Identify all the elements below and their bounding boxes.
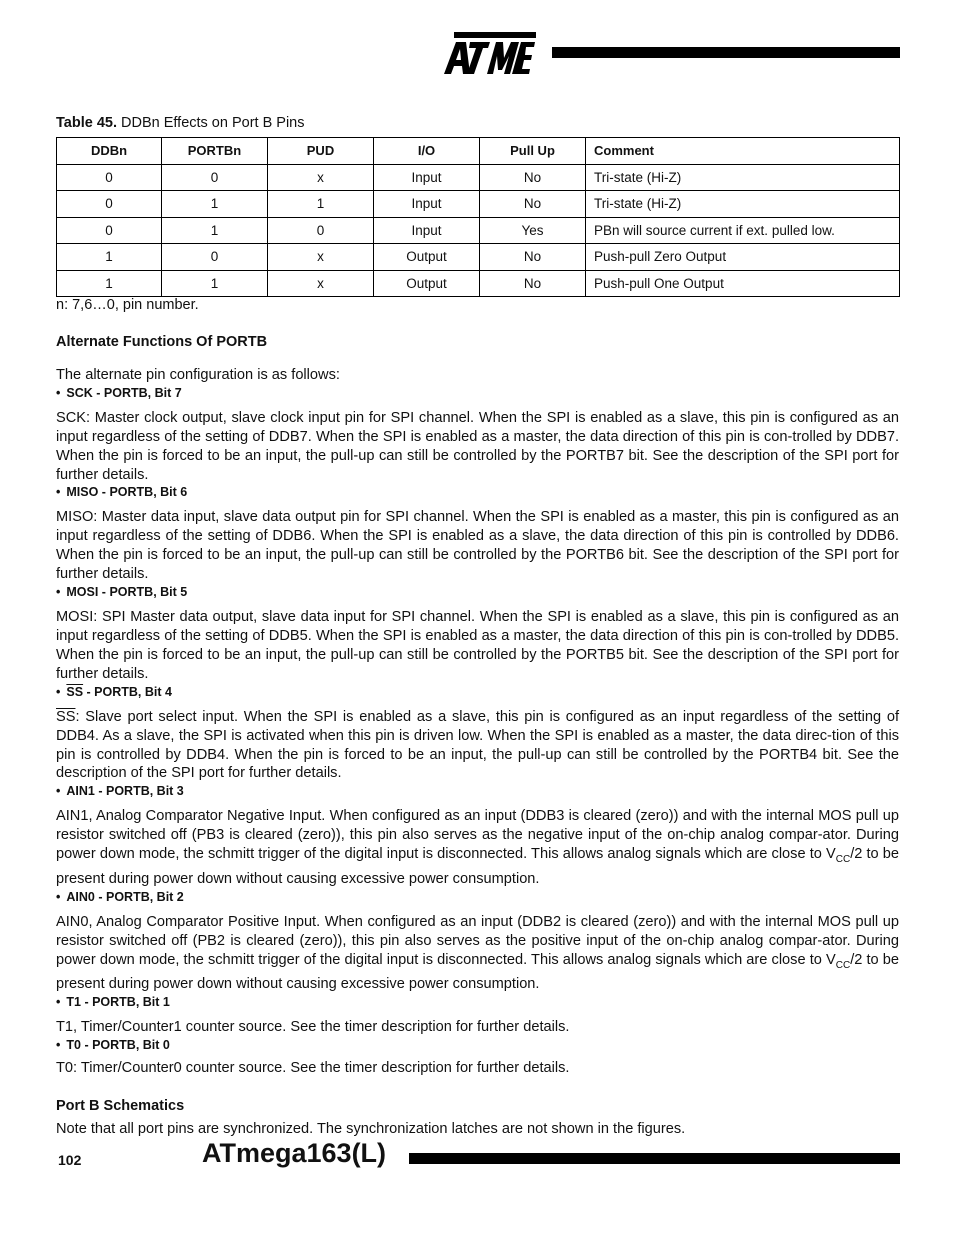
table-cell: 0 <box>57 217 162 244</box>
bullet-title: AIN1 - PORTB, Bit 3 <box>66 784 184 799</box>
table-caption-label: Table 45. <box>56 115 117 131</box>
paragraph-schematics: Note that all port pins are synchronized. The synchronization latches are not shown in the figures. <box>56 1121 686 1138</box>
paragraph-mosi: MOSI: SPI Master data output, slave data input for SPI channel. When the SPI is enabled as a slave, this pin is configured as an input regardless of the setting of DDB5. When the SPI is enabled as a master, the data direction of this pin is con-trolled by DDB5. When the pin is forced to be an input, the pull-up can still be controlled by the PORTB5 bit. See the description of the SPI port for further details. <box>56 609 899 682</box>
table-cell: 0 <box>57 191 162 218</box>
table-cell: 0 <box>162 244 268 271</box>
table-caption <box>56 115 305 131</box>
intro-paragraph: The alternate pin configuration is as follows: <box>56 366 340 383</box>
paragraph-t0: T0: Timer/Counter0 counter source. See the timer description for further details. <box>56 1060 570 1077</box>
table-note: n: 7,6…0, pin number. <box>56 297 199 313</box>
table-cell: PBn will source current if ext. pulled low. <box>586 217 900 244</box>
header-rule <box>552 47 900 58</box>
bullet-icon: • <box>56 684 61 699</box>
table-cell: Push-pull Zero Output <box>586 244 900 271</box>
paragraph-t1: T1, Timer/Counter1 counter source. See the timer description for further details. <box>56 1019 570 1036</box>
bullet-ss <box>56 685 899 700</box>
vcc-subscript: CC <box>835 959 851 971</box>
table-cell: 1 <box>162 217 268 244</box>
table-cell: 0 <box>268 217 374 244</box>
table-header-row <box>57 138 900 165</box>
paragraph-ain0 <box>56 913 899 995</box>
section-heading-alternate-functions: Alternate Functions Of PORTB <box>56 334 268 350</box>
bullet-icon: • <box>56 995 61 1010</box>
table-cell: 1 <box>268 191 374 218</box>
atmel-logo <box>440 30 538 76</box>
bullet-ain0 <box>56 890 899 905</box>
table-cell: Tri-state (Hi-Z) <box>586 191 900 218</box>
table-cell: Tri-state (Hi-Z) <box>586 164 900 191</box>
table-row <box>57 244 900 271</box>
table-cell: 1 <box>57 270 162 297</box>
col-header-portbn: PORTBn <box>162 138 268 165</box>
bullet-icon: • <box>56 1038 61 1053</box>
table-cell: No <box>480 270 586 297</box>
ddbn-table <box>56 137 900 297</box>
bullet-title: MISO - PORTB, Bit 6 <box>66 485 188 500</box>
col-header-pullup: Pull Up <box>480 138 586 165</box>
table-cell: Input <box>374 191 480 218</box>
paragraph-ain1 <box>56 807 899 889</box>
table-cell: Yes <box>480 217 586 244</box>
col-header-comment: Comment <box>586 138 900 165</box>
table-cell: No <box>480 244 586 271</box>
footer-rule <box>409 1153 900 1164</box>
bullet-miso <box>56 485 899 500</box>
bullet-sck <box>56 386 899 401</box>
bullet-ain1 <box>56 784 899 799</box>
bullet-title: AIN0 - PORTB, Bit 2 <box>66 889 184 904</box>
bullet-title: MOSI - PORTB, Bit 5 <box>66 585 188 600</box>
page-number: 102 <box>58 1152 82 1168</box>
bullet-title: - PORTB, Bit 4 <box>83 684 172 699</box>
paragraph-ain0-text-a: AIN0, Analog Comparator Positive Input. When configured as an input (DDB2 is cleared (zero)) and with the internal MOS pull up resistor switched off (PB2 is cleared (zero)), this pin also serves as the positive input of the on-chip analog compar-ator. During power down mode, the schmitt trigger of the digital input is disconnected. This allows analog signals which are close to V <box>56 913 899 968</box>
bullet-title: T0 - PORTB, Bit 0 <box>66 1038 170 1053</box>
col-header-pud: PUD <box>268 138 374 165</box>
table-cell: 0 <box>57 164 162 191</box>
table-row <box>57 217 900 244</box>
paragraph-sck: SCK: Master clock output, slave clock input pin for SPI channel. When the SPI is enabled as a slave, this pin is configured as an input regardless of the setting of DDB7. When the SPI is enabled as a master, the data direction of this pin is con-trolled by DDB7. When the pin is forced to be an input, the pull-up can still be controlled by the PORTB7 bit. See the description of the SPI port for further details. <box>56 409 899 483</box>
table-cell: Input <box>374 164 480 191</box>
table-cell: x <box>268 244 374 271</box>
bullet-icon: • <box>56 385 61 400</box>
footer-document-title: ATmega163(L) <box>202 1138 387 1168</box>
table-cell: 1 <box>162 270 268 297</box>
bullet-mosi <box>56 585 899 600</box>
table-row <box>57 164 900 191</box>
ss-overline-text: $\overline{SS}$ <box>56 708 76 725</box>
table-cell: Output <box>374 270 480 297</box>
bullet-t0 <box>56 1038 899 1053</box>
table-cell: 1 <box>162 191 268 218</box>
ss-overline-label: $\overline{SS}$ <box>66 684 84 699</box>
section-heading-port-b-schematics: Port B Schematics <box>56 1098 185 1115</box>
table-cell: 0 <box>162 164 268 191</box>
vcc-subscript: CC <box>835 854 851 866</box>
col-header-ddbn: DDBn <box>57 138 162 165</box>
table-caption-text: DDBn Effects on Port B Pins <box>121 115 305 131</box>
table-cell: Push-pull One Output <box>586 270 900 297</box>
table-row <box>57 191 900 218</box>
paragraph-ss <box>56 708 899 784</box>
bullet-t1 <box>56 995 899 1010</box>
paragraph-ain1-text-a: AIN1, Analog Comparator Negative Input. When configured as an input (DDB3 is cleared (zero)) and with the internal MOS pull up resistor switched off (PB3 is cleared (zero)), this pin also serves as the negative input of the on-chip analog compar-ator. During power down mode, the schmitt trigger of the digital input is disconnected. This allows analog signals which are close to V <box>56 808 899 863</box>
table-cell: x <box>268 270 374 297</box>
paragraph-ss-text: : Slave port select input. When the SPI is enabled as a slave, this pin is configured as an input regardless of the setting of DDB4. As a slave, the SPI is activated when this pin is driven low. When the SPI is enabled as a master, the data direc-tion of this pin is controlled by DDB4. When the pin is forced to be an input, the pull-up can still be controlled by the PORTB4 bit. See the description of the SPI port for further details. <box>56 708 899 782</box>
paragraph-ain1-text-b: /2 to be present during power down without causing excessive power consumption. <box>56 846 899 887</box>
bullet-icon: • <box>56 585 61 600</box>
paragraph-miso: MISO: Master data input, slave data output pin for SPI channel. When the SPI is enabled as a master, this pin is configured as an input regardless of the setting of DDB6. When the SPI is enabled as a slave, the data direction of this pin is controlled by DDB6. When the pin is forced to be an input, the pull-up can still be controlled by the PORTB6 bit. See the description of the SPI port for further details. <box>56 509 899 583</box>
col-header-io: I/O <box>374 138 480 165</box>
table-cell: x <box>268 164 374 191</box>
bullet-title: SCK - PORTB, Bit 7 <box>66 385 182 400</box>
table-cell: Input <box>374 217 480 244</box>
paragraph-ain0-text-b: /2 to be present during power down without causing excessive power consumption. <box>56 951 899 993</box>
bullet-icon: • <box>56 485 61 500</box>
bullet-icon: • <box>56 784 61 799</box>
table-cell: No <box>480 164 586 191</box>
bullet-title: T1 - PORTB, Bit 1 <box>66 995 170 1010</box>
table-cell: 1 <box>57 244 162 271</box>
table-cell: No <box>480 191 586 218</box>
table-cell: Output <box>374 244 480 271</box>
body-content <box>56 333 899 1139</box>
table-row <box>57 270 900 297</box>
bullet-icon: • <box>56 889 61 904</box>
